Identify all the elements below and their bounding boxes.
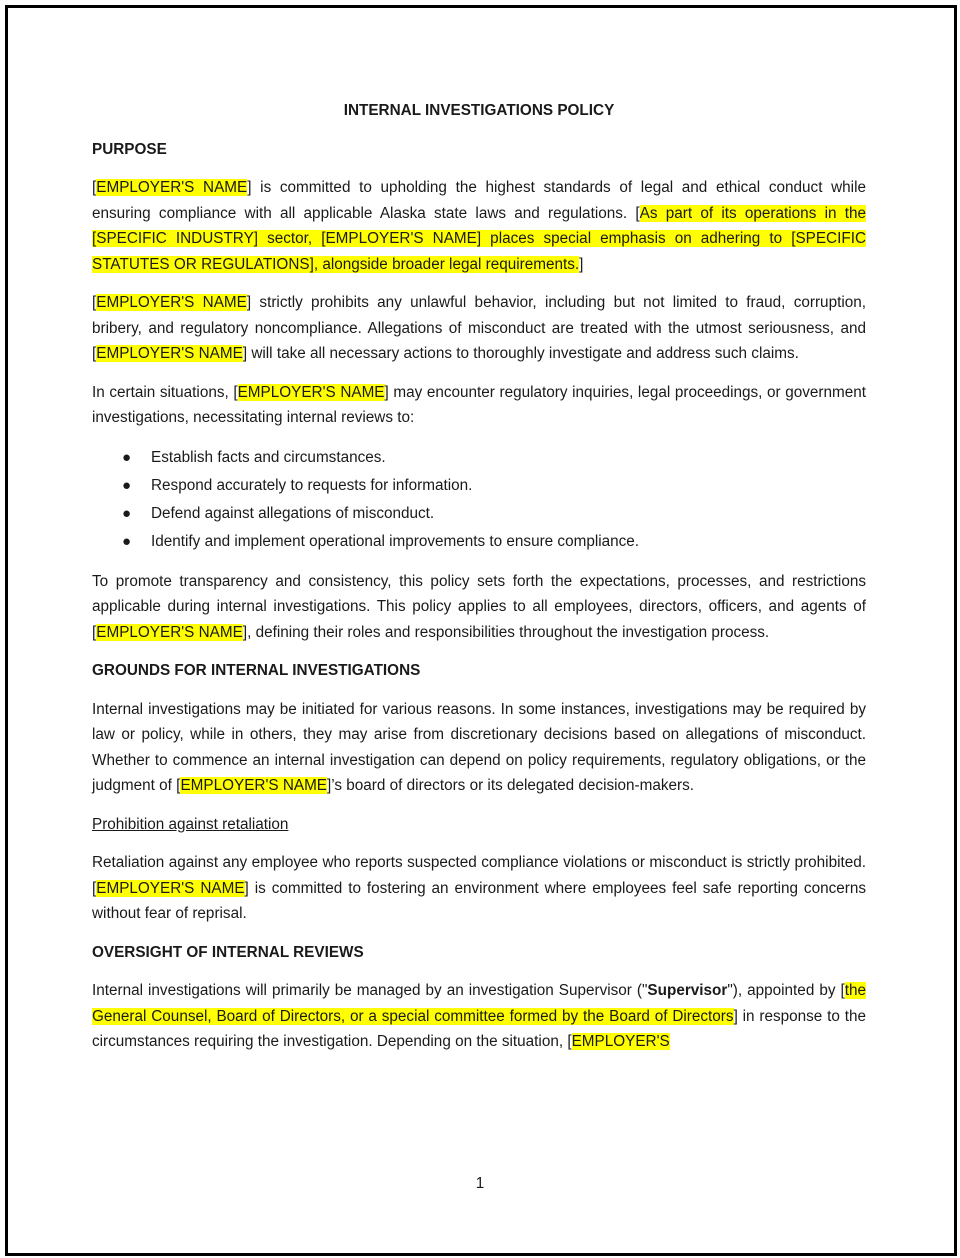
purpose-paragraph-2: [92, 290, 866, 367]
placeholder-employer-name: EMPLOYER'S NAME: [96, 294, 247, 311]
list-item-text: Establish facts and circumstances.: [151, 448, 386, 466]
text-run: ] will take all necessary actions to thoroughly investigate and address such claims.: [242, 345, 799, 362]
retaliation-subheading: Prohibition against retaliation: [92, 815, 289, 833]
oversight-paragraph-1: [92, 978, 866, 1055]
purpose-bullet-list: [92, 444, 866, 556]
list-item-text: Defend against allegations of misconduct.: [151, 504, 435, 522]
text-run: ], defining their roles and responsibilities throughout the investigation process.: [242, 623, 770, 641]
bullet-icon: ●: [122, 532, 132, 550]
oversight-heading: OVERSIGHT OF INTERNAL REVIEWS: [92, 943, 364, 961]
text-run: Internal investigations will primarily be managed by an investigation Supervisor (": [92, 982, 648, 999]
purpose-paragraph-4: [92, 569, 866, 646]
text-run: ] may encounter regulatory inquiries, legal proceedings, or government investigations, necessitating internal reviews to:: [92, 383, 867, 426]
text-run: Internal investigations may be initiated for various reasons. In some instances, investigations may be required by law or policy, while in others, they may arise from discretionary decisions based on allegations of misconduct. Whether to commence an internal investigation can depend on policy requirements, regulatory obligations, or the judgment of [: [92, 700, 866, 794]
list-item-text: Identify and implement operational improvements to ensure compliance.: [151, 532, 640, 550]
list-item: [92, 500, 866, 528]
list-item: [92, 444, 866, 472]
bullet-icon: ●: [122, 448, 132, 466]
text-run: ]’s board of directors or its delegated decision-makers.: [327, 777, 695, 794]
grounds-heading: GROUNDS FOR INTERNAL INVESTIGATIONS: [92, 662, 421, 679]
text-run: [: [92, 294, 97, 311]
document-title: INTERNAL INVESTIGATIONS POLICY: [343, 102, 615, 119]
placeholder-employer-name: EMPLOYER'S NAME: [237, 383, 385, 401]
text-run: ] is committed to upholding the highest standards of legal and ethical conduct while ensuring compliance with all applicable Alaska state laws and regulations. [: [92, 179, 866, 222]
grounds-paragraph-1: [92, 697, 866, 799]
placeholder-employer-name: EMPLOYER'S: [571, 1033, 670, 1050]
text-run: Retaliation against any employee who reports suspected compliance violations or misconduct is strictly prohibited. [: [92, 854, 866, 897]
page-number: 1: [475, 1175, 485, 1192]
text-run: ] strictly prohibits any unlawful behavior, including but not limited to fraud, corruption, bribery, and regulatory noncompliance. Allegations of misconduct are treated with the utmost seriousness, and [: [92, 294, 866, 362]
bullet-icon: ●: [122, 504, 132, 522]
text-run: ]: [579, 255, 584, 273]
grounds-paragraph-2: [92, 850, 866, 927]
list-item: [92, 472, 866, 500]
text-run: In certain situations, [: [92, 383, 238, 401]
text-run: To promote transparency and consistency, this policy sets forth the expectations, processes, and restrictions applicable during internal investigations. This policy applies to all employees, directors, officers, and agents of [: [92, 572, 866, 641]
text-run: [: [92, 179, 97, 196]
purpose-paragraph-3: [92, 380, 866, 431]
bullet-icon: ●: [122, 476, 132, 494]
text-run: "), appointed by [: [727, 982, 845, 999]
placeholder-employer-name: EMPLOYER'S NAME: [96, 623, 243, 641]
text-run: ] is committed to fostering an environment where employees feel safe reporting concerns without fear of reprisal.: [92, 879, 866, 922]
placeholder-employer-name: EMPLOYER'S NAME: [180, 777, 328, 794]
list-item: [92, 528, 866, 556]
placeholder-employer-name: EMPLOYER'S NAME: [96, 179, 248, 196]
placeholder-appointing-body: the General Counsel, Board of Directors, or a special committee formed by the Board of Directors: [92, 982, 866, 1025]
supervisor-term: Supervisor: [647, 982, 728, 999]
placeholder-industry-clause: As part of its operations in the [SPECIFIC INDUSTRY] sector, [EMPLOYER'S NAME] places special emphasis on adhering to [SPECIFIC STATUTES OR REGULATIONS], alongside broader legal requirements.: [92, 204, 867, 273]
placeholder-employer-name: EMPLOYER'S NAME: [96, 879, 245, 897]
text-run: ] in response to the circumstances requiring the investigation. Depending on the situation, [: [92, 1007, 866, 1050]
placeholder-employer-name: EMPLOYER'S NAME: [96, 345, 243, 362]
purpose-paragraph-1: [92, 175, 866, 277]
document-page: [92, 98, 866, 1068]
purpose-heading: PURPOSE: [92, 140, 167, 158]
list-item-text: Respond accurately to requests for information.: [151, 476, 473, 494]
